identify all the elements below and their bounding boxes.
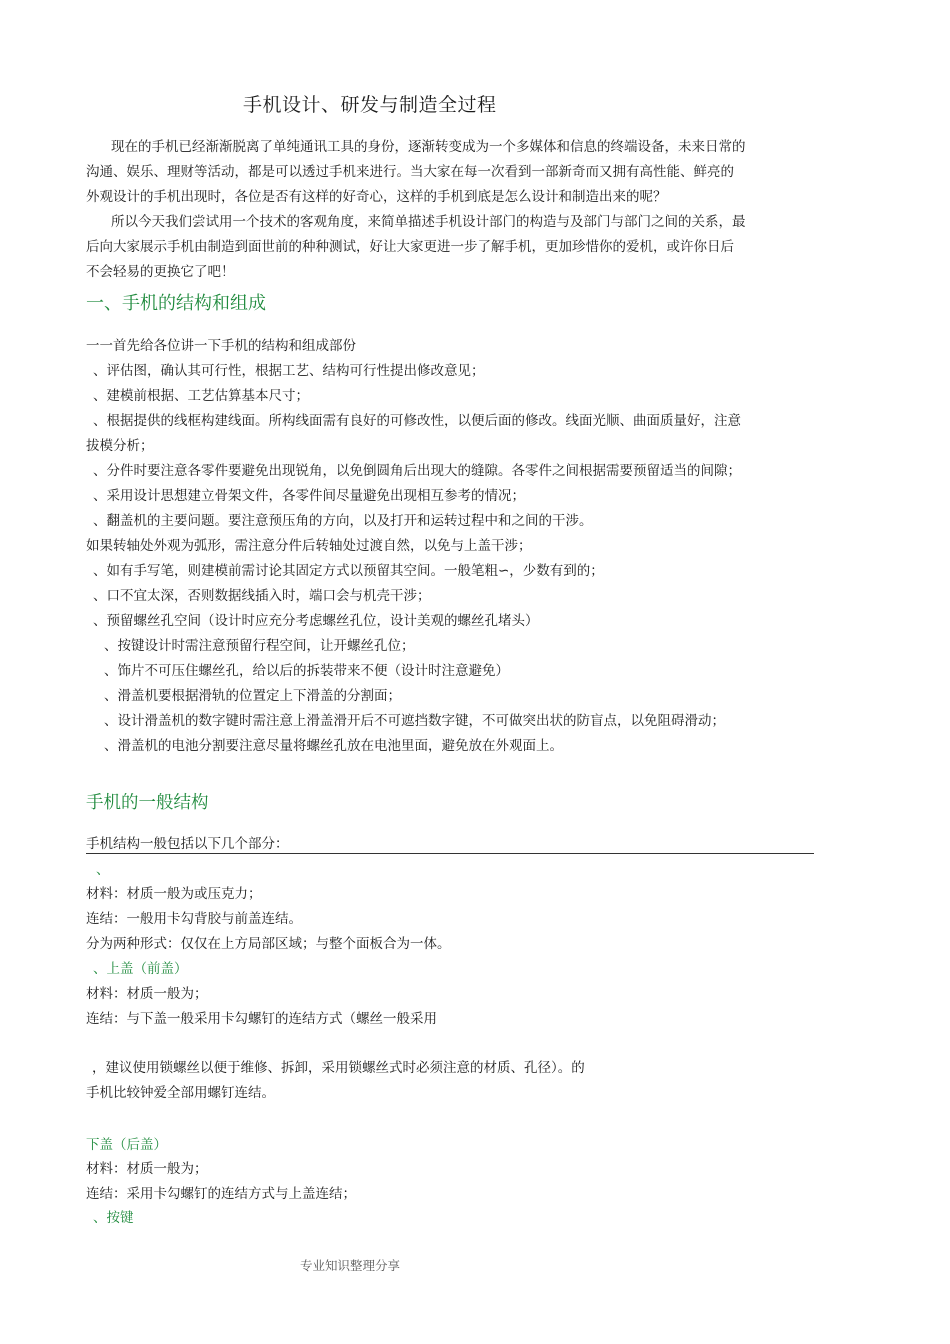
lens-material: 材料：材质一般为或压克力； [86,886,262,902]
page-footer: 专业知识整理分享 [300,1258,401,1273]
front-cover-note: 手机比较钟爱全部用螺钉连结。 [86,1085,275,1101]
section-line: 、预留螺丝孔空间（设计时应充分考虑螺丝孔位，设计美观的螺丝孔堵头） [93,613,539,629]
section-line: 如果转轴处外观为弧形，需注意分件后转轴处过渡自然，以免与上盖干涉； [86,538,532,554]
intro-line: 外观设计的手机出现时，各位是否有这样的好奇心，这样的手机到底是怎么设计和制造出来的呢？ [86,189,667,205]
front-cover-note: ，建议使用锁螺丝以便于维修、拆卸，采用锁螺丝式时必须注意的材质、孔径）。的 [92,1060,585,1076]
section-line: 、口不宜太深，否则数据线插入时，端口会与机壳干涉； [93,588,431,604]
section-line: 、采用设计思想建立骨架文件，各零件间尽量避免出现相互参考的情况； [93,488,525,504]
section-line: 、评估图，确认其可行性，根据工艺、结构可行性提出修改意见； [93,363,485,379]
front-cover-connect: 连结：与下盖一般采用卡勾螺钉的连结方式（螺丝一般采用 [86,1011,437,1027]
section-heading-structure: 一、手机的结构和组成 [86,293,266,314]
section-line: 一一首先给各位讲一下手机的结构和组成部份 [86,338,356,354]
keys-heading: 、按键 [93,1210,134,1226]
section-line: 、根据提供的线框构建线面。所构线面需有良好的可修改性，以便后面的修改。线面光顺、曲面质量好，注意 [93,413,741,429]
divider-line [86,853,814,854]
lens-connect: 连结：一般用卡勾背胶与前盖连结。 [86,911,302,927]
section-line: 、滑盖机的电池分割要注意尽量将螺丝孔放在电池里面，避免放在外观面上。 [104,738,563,754]
document-title: 手机设计、研发与制造全过程 [243,94,497,116]
back-cover-connect: 连结：采用卡勾螺钉的连结方式与上盖连结； [86,1186,356,1202]
section-line: 、分件时要注意各零件要避免出现锐角，以免倒圆角后出现大的缝隙。各零件之间根据需要预留适当的间隙； [93,463,741,479]
section-line: 、翻盖机的主要问题。要注意预压角的方向，以及打开和运转过程中和之间的干涉。 [93,513,593,529]
intro-line: 不会轻易的更换它了吧！ [86,264,235,280]
lens-forms: 分为两种形式：仅仅在上方局部区域；与整个面板合为一体。 [86,936,451,952]
section-intro: 手机结构一般包括以下几个部分： [86,836,289,852]
section-line: 、如有手写笔，则建模前需讨论其固定方式以预留其空间。一般笔粗∽，少数有到的； [93,563,604,579]
intro-line: 后向大家展示手机由制造到面世前的种种测试，好让大家更进一步了解手机，更加珍惜你的爱机，或许你日后 [86,239,734,255]
section-line: 、饰片不可压住螺丝孔，给以后的拆装带来不便（设计时注意避免） [104,663,509,679]
section-heading-general-structure: 手机的一般结构 [86,793,209,813]
back-cover-material: 材料：材质一般为； [86,1161,208,1177]
front-cover-material: 材料：材质一般为； [86,986,208,1002]
intro-line: 现在的手机已经渐渐脱离了单纯通讯工具的身份，逐渐转变成为一个多媒体和信息的终端设备，未来日常的 [111,139,746,155]
section-line: 、建模前根据、工艺估算基本尺寸； [93,388,309,404]
intro-line: 所以今天我们尝试用一个技术的客观角度，来简单描述手机设计部门的构造与及部门与部门之间的关系，最 [111,214,746,230]
front-cover-heading: 、上盖（前盖） [93,961,188,977]
section-line: 拔模分析； [86,438,154,454]
section-line: 、设计滑盖机的数字键时需注意上滑盖滑开后不可遮挡数字键，不可做突出状的防盲点，以免阻碍滑动； [104,713,725,729]
intro-line: 沟通、娱乐、理财等活动，都是可以透过手机来进行。当大家在每一次看到一部新奇而又拥有高性能、鲜亮的 [86,164,734,180]
section-line: 、滑盖机要根据滑轨的位置定上下滑盖的分割面； [104,688,401,704]
lens-heading-mark: 、 [96,862,110,878]
back-cover-heading: 下盖（后盖） [86,1137,167,1153]
section-line: 、按键设计时需注意预留行程空间，让开螺丝孔位； [104,638,415,654]
